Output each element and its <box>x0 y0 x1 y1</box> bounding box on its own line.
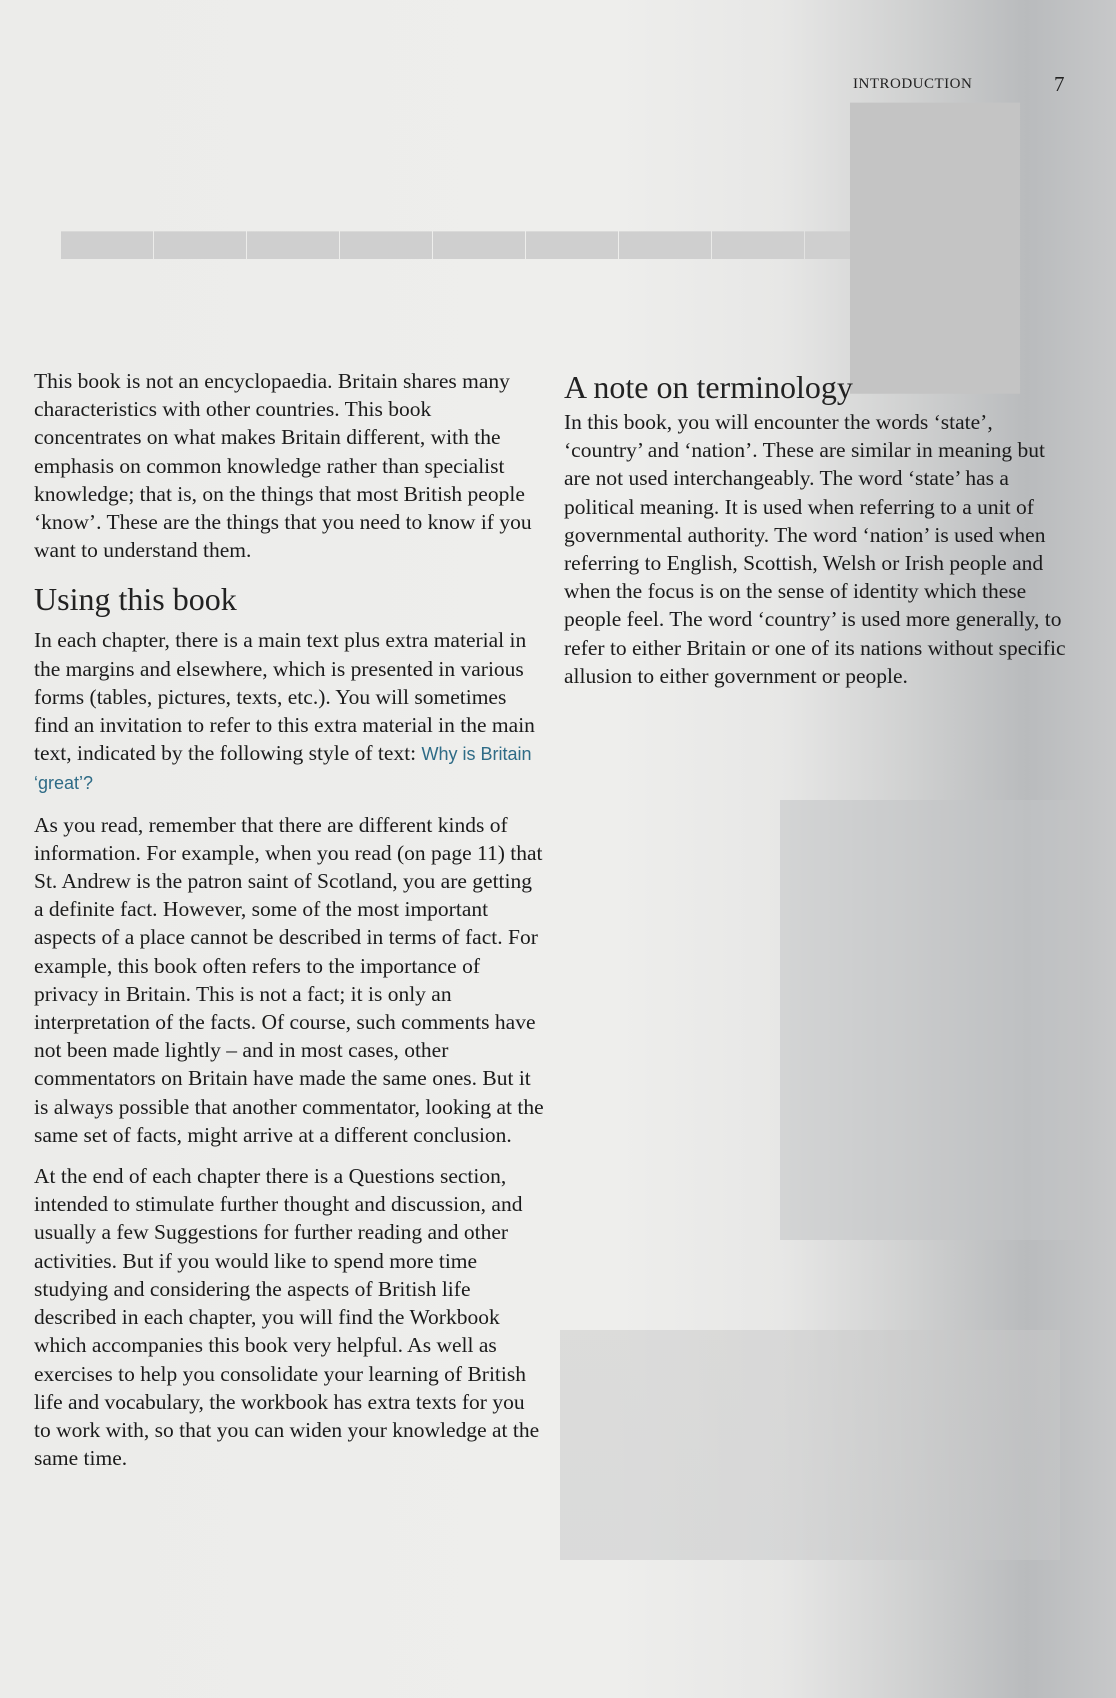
right-column <box>564 368 1074 703</box>
using-paragraph-1 <box>34 626 544 797</box>
using-paragraph-1-text: In each chapter, there is a main text plus extra material in the margins and elsewhere, which is presented in various forms (tables, pictures, texts, etc.). You will sometimes find an invitation to refer to this extra material in the main text, indicated by the following style of text: <box>34 628 535 766</box>
intro-paragraph: This book is not an encyclopaedia. Britain shares many characteristics with other countries. This book concentrates on what makes Britain different, with the emphasis on common knowledge rather than specialist knowledge; that is, on the things that most British people ‘know’. These are the things that you need to know if you want to understand them. <box>34 369 532 563</box>
page-number: 7 <box>1054 72 1065 96</box>
terminology-paragraph: In this book, you will encounter the words ‘state’, ‘country’ and ‘nation’. These are similar in meaning but are not used interchangeably. The word ‘state’ has a political meaning. It is used when referring to a unit of governmental authority. The word ‘nation’ is used when referring to English, Scottish, Welsh or Irish people and when the focus is on the sense of identity which these people feel. The word ‘country’ is used more generally, to refer to either Britain or one of its nations without specific allusion to either government or people. <box>564 410 1066 688</box>
using-paragraph-2: As you read, remember that there are different kinds of information. For example, when you read (on page 11) that St. Andrew is the patron saint of Scotland, you are getting a definite fact. However, some of the most important aspects of a place cannot be described in terms of fact. For example, this book often refers to the importance of privacy in Britain. This is not a fact; it is only an interpretation of the facts. Of course, such comments have not been made lightly – and in most cases, other commentators on Britain have made the same ones. But it is always possible that another commentator, looking at the same set of facts, might arrive at a different conclusion. <box>34 812 544 1147</box>
left-column <box>34 367 544 1485</box>
running-head: INTRODUCTION <box>853 76 973 92</box>
reverse-side-show-through-image <box>780 800 1080 1240</box>
reverse-side-show-through-table <box>560 1330 1060 1560</box>
reverse-side-show-through-number: █ <box>850 107 1021 373</box>
cross-reference-link[interactable]: Why is Britain ‘great’? <box>34 744 532 794</box>
reverse-side-show-through-title: ▬▬▬▬▬▬▬▬▬ <box>60 177 897 279</box>
section-heading-using-this-book: Using this book <box>34 581 237 618</box>
section-heading-terminology: A note on terminology <box>564 369 853 405</box>
using-paragraph-3: At the end of each chapter there is a Questions section, intended to stimulate further thought and discussion, and usually a few Suggestions for further reading and other activities. But if you would like to spend more time studying and considering the aspects of British life described in each chapter, you will find the Workbook which accompanies this book very helpful. As well as exercises to help you consolidate your learning of British life and vocabulary, the workbook has extra texts for you to work with, so that you can widen your knowledge at the same time. <box>34 1164 540 1471</box>
